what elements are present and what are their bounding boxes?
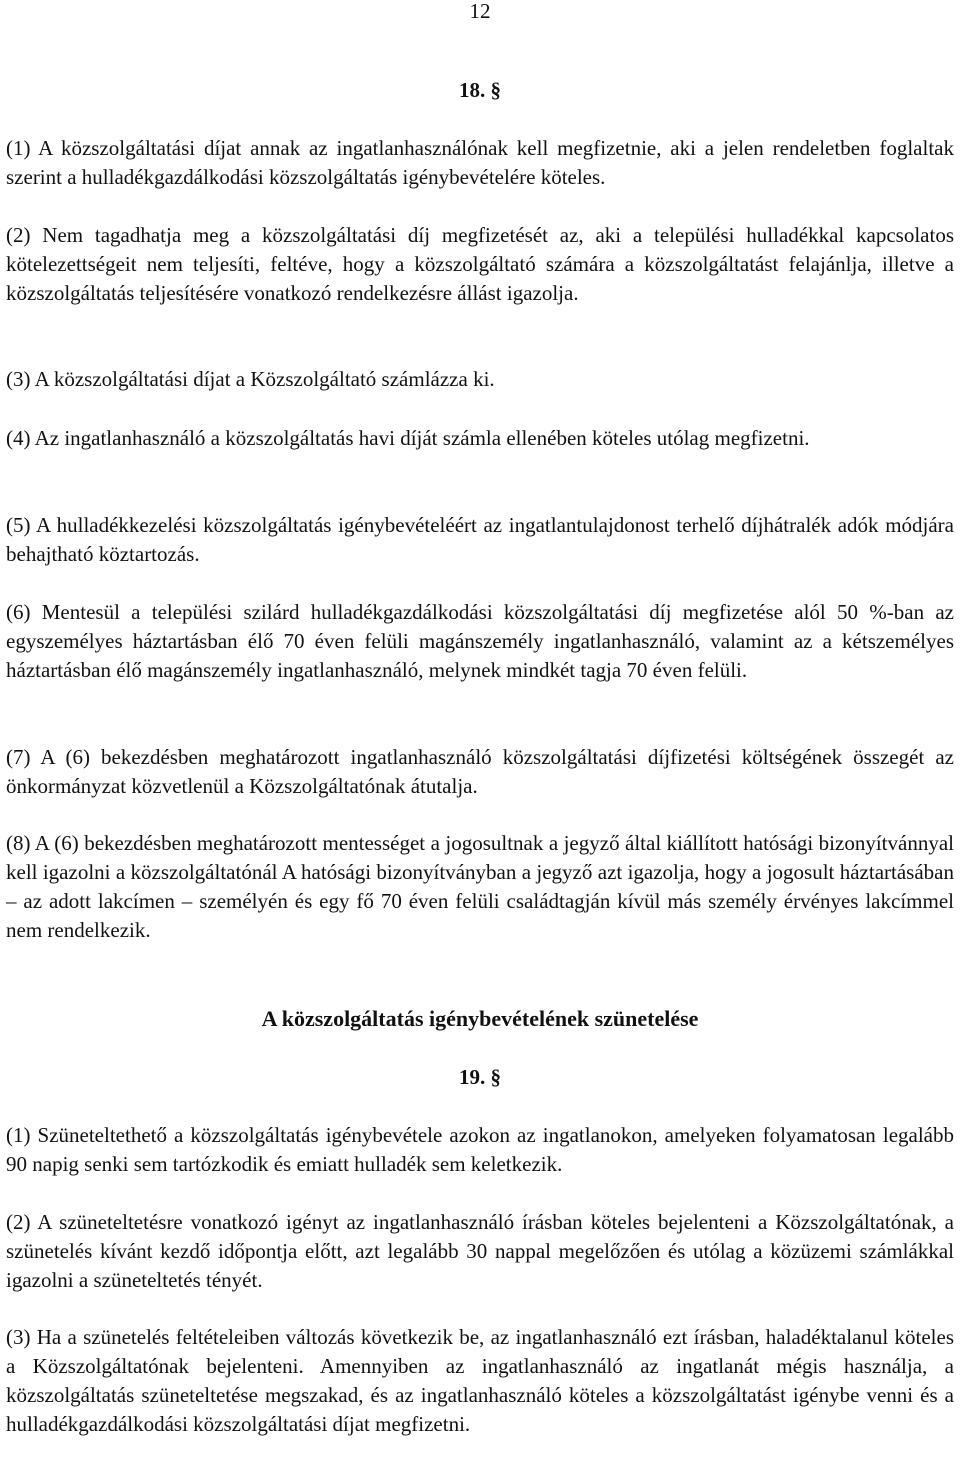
section-18-heading: 18. § [459,78,501,102]
section-18-paragraph-4: (4) Az ingatlanhasználó a közszolgáltatás havi díját számla ellenében köteles utólag megfizetni. [6,426,810,450]
page-number: 12 [469,0,491,23]
section-19-paragraph-2: (2) A szüneteltetésre vonatkozó igényt az ingatlanhasználó írásban köteles bejelenteni a Közszolgáltatónak, a szünetelés kívánt kezdő időpontja előtt, azt legalább 30 nappal megelőzően és utólag a közüzemi számlákkal igazolni a szüneteltetés tényét. [6,1210,954,1292]
section-19-heading: 19. § [459,1065,501,1089]
section-18-paragraph-5: (5) A hulladékkezelési közszolgáltatás igénybevételéért az ingatlantulajdonost terhelő díjhátralék adók módjára behajtható köztartozás. [6,513,954,566]
section-18-paragraph-1: (1) A közszolgáltatási díjat annak az ingatlanhasználónak kell megfizetnie, aki a jelen rendeletben foglaltak szerint a hulladékgazdálkodási közszolgáltatás igénybevételére köteles. [6,136,954,189]
section-18-paragraph-6: (6) Mentesül a települési szilárd hulladékgazdálkodási közszolgáltatási díj megfizetése alól 50 %-ban az egyszemélyes háztartásban élő 70 éven felüli magánszemély ingatlanhasználó, valamint az a kétszemélyes háztartásban élő magánszemély ingatlanhasználó, melynek mindkét tagja 70 éven felüli. [6,600,954,682]
section-18-paragraph-3: (3) A közszolgáltatási díjat a Közszolgáltató számlázza ki. [6,367,495,391]
section-18-paragraph-2: (2) Nem tagadhatja meg a közszolgáltatási díj megfizetését az, aki a települési hulladékkal kapcsolatos kötelezettségeit nem teljesíti, feltéve, hogy a közszolgáltató számára a közszolgáltatást felajánlja, illetve a közszolgáltatás teljesítésére vonatkozó rendelkezésre állást igazolja. [6,223,954,305]
chapter-title: A közszolgáltatás igénybevételének szünetelése [261,1006,699,1031]
section-18-paragraph-7: (7) A (6) bekezdésben meghatározott ingatlanhasználó közszolgáltatási díjfizetési költségének összegét az önkormányzat közvetlenül a Közszolgáltatónak átutalja. [6,745,954,798]
section-18-paragraph-8: (8) A (6) bekezdésben meghatározott mentességet a jogosultnak a jegyző által kiállított hatósági bizonyítvánnyal kell igazolni a közszolgáltatónál A hatósági bizonyítványban a jegyző azt igazolja, hogy a jogosult háztartásában – az adott lakcímen – személyén és egy fő 70 éven felüli családtagján kívül más személy érvényes lakcímmel nem rendelkezik. [6,831,954,942]
section-19-paragraph-1: (1) Szüneteltethető a közszolgáltatás igénybevétele azokon az ingatlanokon, amelyeken folyamatosan legalább 90 napig senki sem tartózkodik és emiatt hulladék sem keletkezik. [6,1123,954,1176]
section-19-paragraph-3: (3) Ha a szünetelés feltételeiben változás következik be, az ingatlanhasználó ezt írásban, haladéktalanul köteles a Közszolgáltatónak bejelenteni. Amennyiben az ingatlanhasználó az ingatlanát mégis használja, a közszolgáltatás szüneteltetése megszakad, és az ingatlanhasználó köteles a közszolgáltatást igénybe venni és a hulladékgazdálkodási közszolgáltatási díjat megfizetni. [6,1325,954,1436]
